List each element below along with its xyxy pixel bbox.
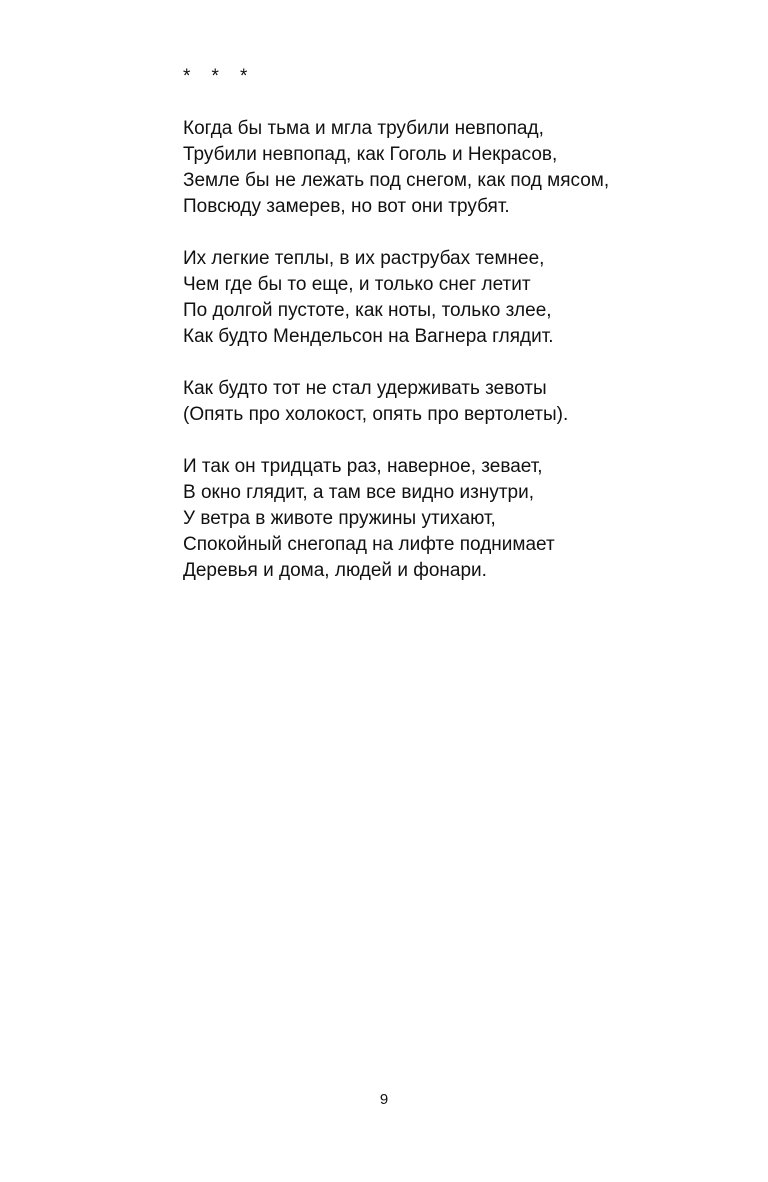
stanza-1 — [183, 116, 703, 220]
poem-line: Когда бы тьма и мгла трубили невпопад, — [183, 118, 544, 139]
stanza-4 — [183, 454, 703, 584]
poem-line: Деревья и дома, людей и фонари. — [183, 560, 487, 581]
poem-line: Их легкие теплы, в их раструбах темнее, — [183, 248, 545, 269]
poem-line: Как будто тот не стал удерживать зевоты — [183, 378, 547, 399]
poem-line: Земле бы не лежать под снегом, как под мясом, — [183, 170, 610, 191]
poem — [183, 64, 703, 610]
poem-line: Чем где бы то еще, и только снег летит — [183, 274, 531, 295]
poem-line: (Опять про холокост, опять про вертолеты). — [183, 404, 569, 425]
poem-line: Повсюду замерев, но вот они трубят. — [183, 196, 510, 217]
poem-line: В окно глядит, а там все видно изнутри, — [183, 482, 534, 503]
poem-line: Как будто Мендельсон на Вагнера глядит. — [183, 326, 554, 347]
stanza-2 — [183, 246, 703, 350]
poem-line: Трубили невпопад, как Гоголь и Некрасов, — [183, 144, 558, 165]
poem-line: По долгой пустоте, как ноты, только злее, — [183, 300, 552, 321]
page-number: 9 — [379, 1091, 389, 1108]
poem-line: У ветра в животе пружины утихают, — [183, 508, 496, 529]
poem-line: И так он тридцать раз, наверное, зевает, — [183, 456, 543, 477]
poem-line: Спокойный снегопад на лифте поднимает — [183, 534, 555, 555]
section-separator: * * * — [183, 66, 248, 87]
stanza-3 — [183, 376, 703, 428]
